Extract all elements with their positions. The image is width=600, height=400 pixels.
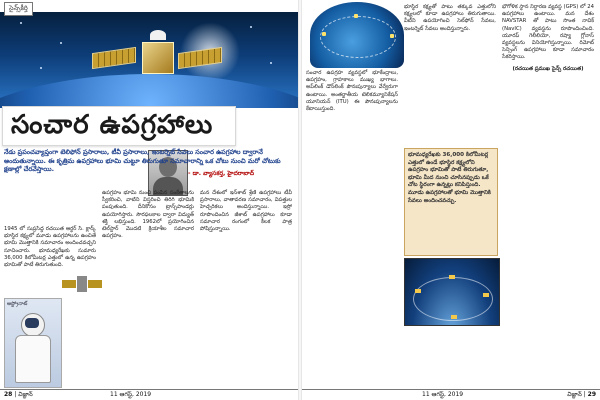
gps-satellite-image: [404, 258, 500, 326]
astronaut-caption: ఆస్ట్రోనాట్: [7, 301, 28, 307]
satellite-banner-image: [0, 12, 298, 108]
body-text: భౌగోళిక స్థాన నిర్ధారణ వ్యవస్థ (GPS) లో 24 ఉపగ్రహాలు ఉంటాయి. మన దేశం NAVSTAR తో పాటు సొంత నావిక్ (NavIC) వ్యవస్థను రూపొందించింది. యూరప్ గెలీలియో, రష్యా గ్లోనాస్ వ్యవస్థలను వినియోగిస్తున్నాయి. రిమోట్ సెన్సింగ్ ఉపగ్రహాలు కూడా సమాచారం సేకరిస్తాయి.: [502, 4, 594, 61]
right-column-3: [502, 4, 594, 73]
intro-paragraph: నేడు ప్రపంచవ్యాప్తంగా టెలిఫోన్ ప్రసారాలు, టీవీ ప్రసారాలు, ఇంటర్నెట్ సేవలు సంచార ఉపగ్రహాల ద్వారానే అందుతున్నాయి. ఈ కృత్రిమ ఉపగ్రహాలు భూమి చుట్టూ తిరుగుతూ సమాచారాన్ని ఒక చోటు నుంచి మరో చోటుకు క్షణాల్లో చేరవేస్తాయి.: [4, 148, 281, 174]
left-column-1: [4, 226, 96, 269]
highlight-box: [404, 148, 498, 256]
article-title: సంచార ఉపగ్రహాలు: [11, 110, 214, 140]
right-footer-date: 11 ఆగస్ట్, 2019: [422, 391, 464, 398]
author-byline: - డా. వ్యాసకర్త, హైదరాబాద్: [188, 170, 255, 177]
right-column-2: [404, 4, 496, 33]
right-page: [302, 0, 600, 400]
closing-note: (రచయిత ప్రముఖ సైన్స్ రచయిత): [512, 65, 584, 72]
body-text: భూస్థిర కక్ష్యతో పాటు తక్కువ ఎత్తులోని కక్ష్యలలో కూడా ఉపగ్రహాలు తిరుగుతాయి. వీటిని ఉపయోగించి సెల్‌ఫోన్ సేవలు, ఇంటర్నెట్ సేవలు అందిస్తున్నారు.: [404, 4, 496, 32]
left-footer-date: 11 ఆగస్ట్, 2019: [110, 391, 152, 398]
left-footer-pagenum-title: 28 | విజ్ఞాన్: [4, 391, 33, 398]
small-satellite-image: [62, 270, 102, 298]
body-text: 1945 లో సుప్రసిద్ధ రచయిత ఆర్థర్ సి. క్లార్క్ భూస్థిర కక్ష్యలో మూడు ఉపగ్రహాలను ఉంచితే భూమి మొత్తానికి సమాచారం అందించవచ్చని సూచించారు. భూమధ్యరేఖకు సుమారు 36,000 కిలోమీటర్ల ఎత్తులో ఉన్న ఉపగ్రహం భూమితో పాటే తిరుగుతుంది.: [4, 226, 96, 269]
section-tag: సైన్స్‌కీర్తి: [4, 2, 33, 16]
right-footer-pagenum-title: విజ్ఞాన్ | 29: [567, 391, 596, 398]
earth-orbit-image: [310, 2, 404, 68]
astronaut-image: [4, 298, 62, 388]
left-footer: [0, 389, 298, 400]
body-text: సంచార ఉపగ్రహ వ్యవస్థలో భూకేంద్రాలు, ఉపగ్రహం, గ్రాహకాలు ముఖ్య భాగాలు. అప్‌లింక్ డౌన్‌లింక్ పౌనఃపున్యాలు వేర్వేరుగా ఉంటాయి. అంతర్జాతీయ టెలికమ్యూనికేషన్ యూనియన్ (ITU) ఈ పౌనఃపున్యాలను కేటాయిస్తుంది.: [306, 70, 398, 113]
left-column-2: [102, 190, 194, 240]
left-page: [0, 0, 298, 400]
highlight-text: భూమధ్యరేఖకు 36,000 కిలోమీటర్ల ఎత్తులో ఉండే భూస్థిర కక్ష్యలోని ఉపగ్రహం భూమితో పాటే తిరుగుతూ, భూమి మీద నుంచి చూసినప్పుడు ఒకే చోట స్థిరంగా ఉన్నట్లు కనిపిస్తుంది. మూడు ఉపగ్రహాలతో భూమి మొత్తానికి సేవలు అందించవచ్చు.: [408, 152, 491, 204]
right-column-1: [306, 70, 398, 113]
satellite-image: [92, 34, 222, 82]
right-footer: [302, 389, 600, 400]
body-text: మన దేశంలో ఇన్‌శాట్ శ్రేణి ఉపగ్రహాలు టీవీ ప్రసారాలు, వాతావరణ సమాచారం, విపత్తుల హెచ్చరికలు అందిస్తున్నాయి. ఇస్రో రూపొందించిన జీశాట్ ఉపగ్రహాలు కూడా సమాచార రంగంలో కీలక పాత్ర పోషిస్తున్నాయి.: [200, 190, 292, 233]
body-text: ఉపగ్రహం భూమి నుంచి పంపిన సంకేతాలను స్వీకరించి, వాటిని విస్తరించి తిరిగి భూమికి పంపుతుంది. దీనికోసం ట్రాన్స్‌పాండర్లు ఉపయోగిస్తారు. సౌరఫలకాల ద్వారా విద్యుత్ శక్తి లభిస్తుంది. 1962లో ప్రయోగించిన టెల్‌స్టార్ మొదటి క్రియాశీల సమాచార ఉపగ్రహం.: [102, 190, 194, 240]
title-box: [2, 106, 236, 146]
left-column-3: [200, 190, 292, 233]
